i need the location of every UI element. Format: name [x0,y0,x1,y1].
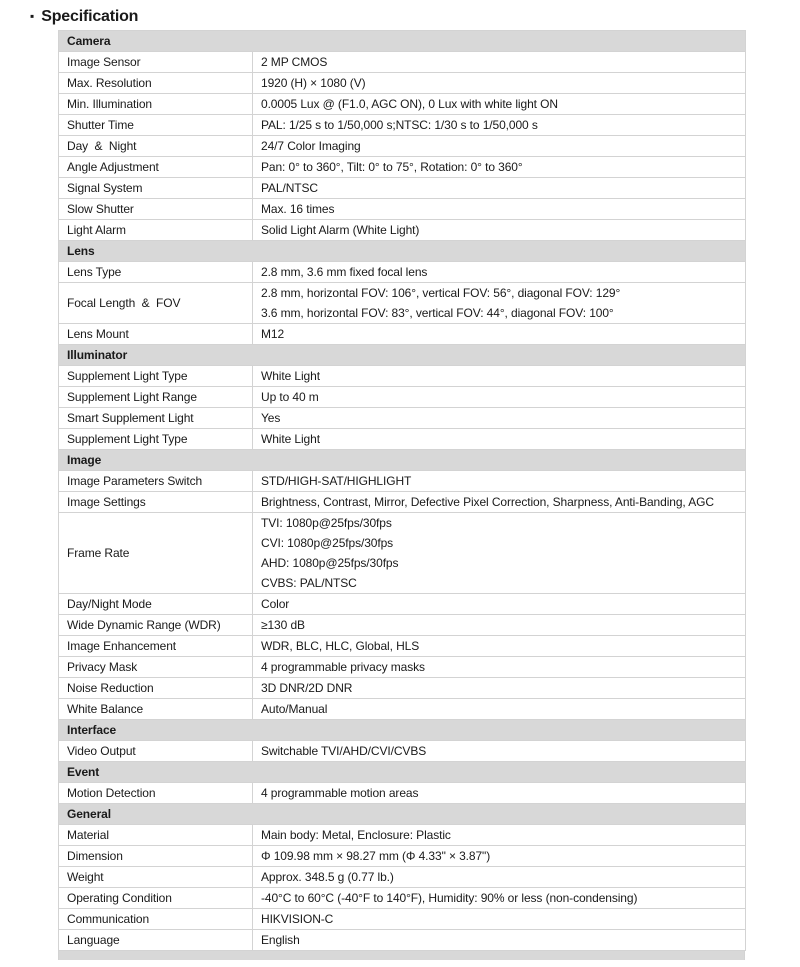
row-label-cell [59,783,253,804]
table-row [59,888,746,909]
row-label: Max. Resolution [67,76,152,90]
row-label: Dimension [67,849,123,863]
row-label: Motion Detection [67,786,156,800]
row-value-cell [253,408,746,429]
row-value-cell [253,324,746,345]
row-value-cell [253,615,746,636]
row-label-cell [59,199,253,220]
table-row [59,825,746,846]
row-label-cell [59,136,253,157]
page-title [30,8,800,26]
row-label-cell [59,657,253,678]
row-label: Day/Night Mode [67,597,152,611]
row-value-line: Brightness, Contrast, Mirror, Defective Pixel Correction, Sharpness, Anti-Banding, AGC [261,495,714,509]
row-label: Noise Reduction [67,681,154,695]
row-label: Light Alarm [67,223,126,237]
row-value-line: 1920 (H) × 1080 (V) [261,76,366,90]
row-value-line: AHD: 1080p@25fps/30fps [261,556,399,570]
section-header-label: Event [67,765,100,779]
row-label-cell [59,408,253,429]
row-label-cell [59,867,253,888]
row-label: Image Parameters Switch [67,474,203,488]
row-label: Image Settings [67,495,146,509]
row-label-cell [59,825,253,846]
row-value-line: CVI: 1080p@25fps/30fps [261,536,394,550]
row-value-line: -40°C to 60°C (-40°F to 140°F), Humidity: 90% or less (non-condensing) [261,891,638,905]
table-row [59,741,746,762]
table-row [59,783,746,804]
row-value-cell [253,657,746,678]
row-value-cell [253,73,746,94]
row-label-cell [59,594,253,615]
row-value-cell [253,678,746,699]
row-value-line: Switchable TVI/AHD/CVI/CVBS [261,744,427,758]
section-header-label: Illuminator [67,348,128,362]
row-value-line: PAL: 1/25 s to 1/50,000 s;NTSC: 1/30 s to 1/50,000 s [261,118,538,132]
row-value-cell [253,136,746,157]
section-header [59,31,746,52]
row-label-cell [59,52,253,73]
row-label-cell [59,157,253,178]
row-value-line: TVI: 1080p@25fps/30fps [261,516,392,530]
row-label: Shutter Time [67,118,134,132]
row-value-cell [253,471,746,492]
row-value-line: PAL/NTSC [261,181,318,195]
row-label: Privacy Mask [67,660,138,674]
row-value-cell [253,594,746,615]
square-bullet-icon: ▪ [30,9,35,23]
section-header [59,345,746,366]
row-value-cell [253,867,746,888]
row-label: Material [67,828,109,842]
table-row [59,930,746,951]
row-label: White Balance [67,702,144,716]
row-label-cell [59,846,253,867]
row-value-cell [253,387,746,408]
table-row [59,387,746,408]
row-label: Operating Condition [67,891,172,905]
section-header [59,241,746,262]
row-label: Image Enhancement [67,639,177,653]
row-label: Slow Shutter [67,202,134,216]
row-value-line: CVBS: PAL/NTSC [261,576,357,590]
row-label-cell [59,178,253,199]
row-value-cell [253,199,746,220]
row-value-line: White Light [261,369,320,383]
section-header-label: Interface [67,723,117,737]
table-row [59,73,746,94]
table-row [59,492,746,513]
section-header [59,762,746,783]
row-value-line: 24/7 Color Imaging [261,139,361,153]
table-row [59,366,746,387]
row-value-line: Main body: Metal, Enclosure: Plastic [261,828,451,842]
row-value-line: 4 programmable motion areas [261,786,419,800]
row-value-line: Pan: 0° to 360°, Tilt: 0° to 75°, Rotation: 0° to 360° [261,160,523,174]
row-value-line: 3D DNR/2D DNR [261,681,353,695]
row-value-cell [253,366,746,387]
row-label: Signal System [67,181,143,195]
row-label-cell [59,283,253,324]
row-value-cell [253,220,746,241]
row-value-cell [253,178,746,199]
row-label: Lens Mount [67,327,129,341]
table-row [59,283,746,324]
row-label: Video Output [67,744,136,758]
section-header-row [59,31,746,52]
row-label: Lens Type [67,265,122,279]
table-row [59,115,746,136]
row-label-cell [59,115,253,136]
row-label-cell [59,73,253,94]
section-header-row [59,241,746,262]
row-value-line: WDR, BLC, HLC, Global, HLS [261,639,420,653]
section-header-row [59,804,746,825]
table-row [59,136,746,157]
table-row [59,262,746,283]
row-value-line: 2 MP CMOS [261,55,328,69]
row-value-cell [253,513,746,594]
row-label-cell [59,387,253,408]
row-label-cell [59,324,253,345]
row-label-cell [59,513,253,594]
row-value-line: Up to 40 m [261,390,319,404]
table-row [59,513,746,594]
section-header-label: Camera [67,34,111,48]
row-value-cell [253,888,746,909]
table-row [59,157,746,178]
row-label-cell [59,94,253,115]
row-value-line: Solid Light Alarm (White Light) [261,223,420,237]
row-label: Min. Illumination [67,97,153,111]
row-value-cell [253,699,746,720]
row-value-cell [253,492,746,513]
table-row [59,199,746,220]
section-header-label: Lens [67,244,95,258]
row-label: Communication [67,912,150,926]
table-row [59,429,746,450]
section-header-row [59,450,746,471]
row-value-cell [253,783,746,804]
table-row [59,657,746,678]
table-row [59,220,746,241]
section-header [59,450,746,471]
row-label: Supplement Light Type [67,369,188,383]
row-value-cell [253,94,746,115]
table-row [59,178,746,199]
page-title-text: Specification [41,8,139,25]
row-label-cell [59,930,253,951]
table-row [59,408,746,429]
row-label-cell [59,741,253,762]
next-section-header-partial [58,951,745,960]
row-label: Angle Adjustment [67,160,159,174]
row-value-line: Yes [261,411,281,425]
row-value-cell [253,157,746,178]
row-value-line: 4 programmable privacy masks [261,660,425,674]
row-value-line: Max. 16 times [261,202,335,216]
row-value-line: 2.8 mm, 3.6 mm fixed focal lens [261,265,428,279]
row-value-line: Color [261,597,290,611]
table-row [59,909,746,930]
row-value-line: English [261,933,300,947]
row-label-cell [59,699,253,720]
table-row [59,615,746,636]
row-value-cell [253,429,746,450]
row-label-cell [59,888,253,909]
row-label-cell [59,262,253,283]
row-label: Language [67,933,120,947]
row-value-line: 2.8 mm, horizontal FOV: 106°, vertical FOV: 56°, diagonal FOV: 129° [261,286,621,300]
row-value-cell [253,846,746,867]
table-row [59,846,746,867]
table-row [59,324,746,345]
section-header-label: General [67,807,111,821]
table-row [59,471,746,492]
row-label: Supplement Light Type [67,432,188,446]
table-row [59,867,746,888]
row-label: Supplement Light Range [67,390,197,404]
section-header-label: Image [67,453,102,467]
row-label: Weight [67,870,104,884]
row-value-cell [253,636,746,657]
row-label-cell [59,492,253,513]
row-value-line: 3.6 mm, horizontal FOV: 83°, vertical FOV: 44°, diagonal FOV: 100° [261,306,614,320]
row-label-cell [59,220,253,241]
row-value-cell [253,115,746,136]
row-value-cell [253,909,746,930]
row-value-cell [253,283,746,324]
row-label-cell [59,471,253,492]
table-row [59,678,746,699]
table-row [59,52,746,73]
row-value-line: 0.0005 Lux @ (F1.0, AGC ON), 0 Lux with white light ON [261,97,558,111]
section-header-row [59,720,746,741]
row-label: Wide Dynamic Range (WDR) [67,618,221,632]
row-value-cell [253,52,746,73]
row-value-cell [253,825,746,846]
row-label: Image Sensor [67,55,141,69]
table-row [59,636,746,657]
row-label: Smart Supplement Light [67,411,194,425]
row-label-cell [59,678,253,699]
row-value-cell [253,262,746,283]
row-label-cell [59,615,253,636]
row-value-line: White Light [261,432,320,446]
section-header-row [59,345,746,366]
row-value-cell [253,741,746,762]
row-value-line: M12 [261,327,285,341]
row-value-line: STD/HIGH-SAT/HIGHLIGHT [261,474,412,488]
row-value-line: ≥130 dB [261,618,305,632]
row-label-cell [59,636,253,657]
table-row [59,699,746,720]
section-header-row [59,762,746,783]
row-label-cell [59,909,253,930]
section-header [59,720,746,741]
table-row [59,94,746,115]
row-label: Focal Length & FOV [67,296,181,310]
specification-table [58,30,746,951]
row-value-line: Φ 109.98 mm × 98.27 mm (Φ 4.33" × 3.87") [261,849,491,863]
row-value-cell [253,930,746,951]
table-row [59,594,746,615]
row-label: Frame Rate [67,546,130,560]
row-value-line: Approx. 348.5 g (0.77 lb.) [261,870,394,884]
row-label: Day & Night [67,139,137,153]
row-value-line: Auto/Manual [261,702,328,716]
section-header [59,804,746,825]
row-label-cell [59,366,253,387]
row-value-line: HIKVISION-C [261,912,334,926]
row-label-cell [59,429,253,450]
